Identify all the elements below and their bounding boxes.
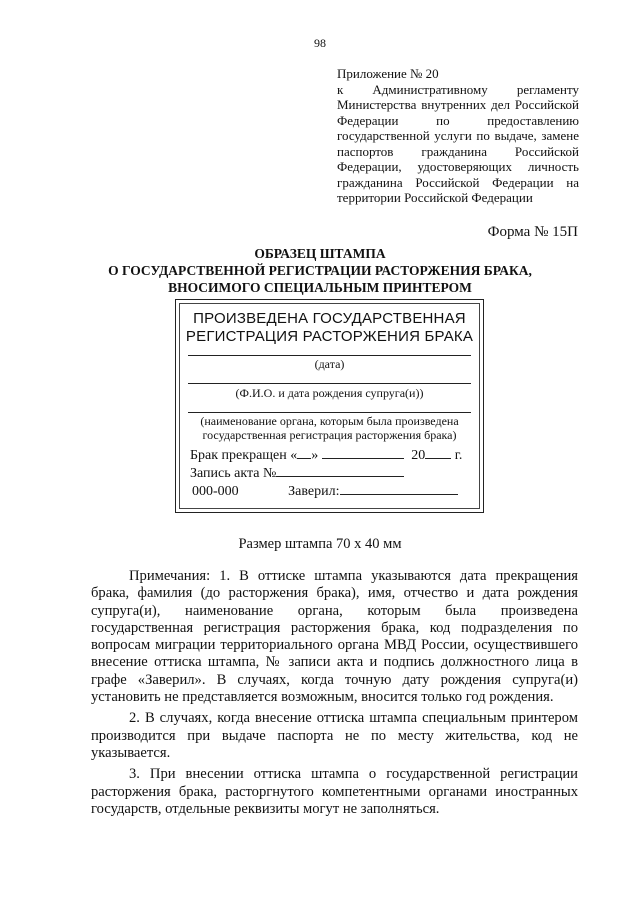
- appendix-line: Федерации по предоставлению: [337, 112, 579, 128]
- date-line: [188, 355, 471, 356]
- certified-label: Заверил:: [288, 484, 340, 499]
- day-blank: [297, 446, 311, 459]
- appendix-line: государственной услуги по выдаче, замене: [337, 128, 579, 143]
- stamp-heading-line: ПРОИЗВЕДЕНА ГОСУДАРСТВЕННАЯ: [193, 310, 466, 327]
- department-code: 000-000: [192, 484, 239, 499]
- year-blank: [425, 446, 451, 459]
- record-blank: [276, 464, 404, 477]
- stamp-inner-frame: [179, 303, 480, 509]
- stamp-size: Размер штампа 70 х 40 мм: [238, 536, 402, 552]
- note-paragraph: Примечания: 1. В оттиске штампа указываются дата прекращения брака, фамилия (до расторжения брака), имя, отчество и дата рождения супруга(и), наименование органа, которым была произведена государственная регистрация расторжения брака, код подразделения по вопросам миграции территориального органа МВД России, осуществившего внесение оттиска штампа, № записи акта и подпись должностного лица в графе «Заверил». В случаях, когда точную дату рождения супруга(и) установить не представляется возможным, вносится только год рождения.: [91, 568, 578, 706]
- notes: [91, 568, 578, 822]
- certified-blank: [340, 482, 458, 495]
- terminated-row: [190, 446, 462, 464]
- appendix-line: Федерации, удостоверяющих личность: [337, 159, 579, 174]
- appendix-header: [337, 66, 579, 206]
- organ-caption-line: государственная регистрация расторжения брака): [202, 428, 457, 442]
- spouse-line: [188, 383, 471, 384]
- title-line: ОБРАЗЕЦ ШТАМПА: [254, 246, 386, 261]
- appendix-line: к Административному регламенту: [337, 81, 579, 97]
- record-row: [190, 464, 404, 482]
- appendix-line: гражданина Российской Федерации на: [337, 174, 579, 190]
- date-caption: (дата): [314, 357, 345, 371]
- title-line: О ГОСУДАРСТВЕННОЙ РЕГИСТРАЦИИ РАСТОРЖЕНИЯ БРАКА,: [108, 263, 532, 278]
- title-line: ВНОСИМОГО СПЕЦИАЛЬНЫМ ПРИНТЕРОМ: [168, 280, 472, 295]
- appendix-line: Министерства внутренних дел Российской: [337, 97, 579, 112]
- record-label: Запись акта №: [190, 466, 277, 481]
- note-paragraph: 2. В случаях, когда внесение оттиска штампа специальным принтером производится при выдаче паспорта не по месту жительства, код не указывается.: [91, 710, 578, 761]
- form-number: Форма № 15П: [487, 224, 578, 240]
- appendix-line: паспортов гражданина Российской: [337, 143, 579, 159]
- year-prefix: 20: [411, 448, 426, 463]
- page-number: 98: [314, 36, 326, 50]
- terminated-label: Брак прекращен «: [190, 448, 298, 463]
- terminated-quote-close: »: [311, 448, 319, 463]
- stamp-heading-line: РЕГИСТРАЦИЯ РАСТОРЖЕНИЯ БРАКА: [185, 328, 474, 345]
- document-title: [0, 245, 640, 296]
- note-paragraph: 3. При внесении оттиска штампа о государственной регистрации расторжения брака, расторгнутого компетентными органами иностранных государств, отдельные реквизиты могут не заполняться.: [91, 766, 578, 817]
- organ-caption-line: (наименование органа, которым была произведена: [200, 414, 459, 428]
- spouse-caption: (Ф.И.О. и дата рождения супруга(и)): [235, 386, 424, 400]
- appendix-line: территории Российской Федерации: [337, 190, 533, 205]
- appendix-line: Приложение № 20: [337, 66, 439, 81]
- stamp-sample: [175, 299, 484, 513]
- code-row: [192, 482, 458, 500]
- organ-caption: [180, 414, 479, 442]
- organ-line: [188, 412, 471, 413]
- stamp-heading: [180, 310, 479, 346]
- month-blank: [322, 446, 404, 459]
- year-suffix: г.: [454, 448, 463, 463]
